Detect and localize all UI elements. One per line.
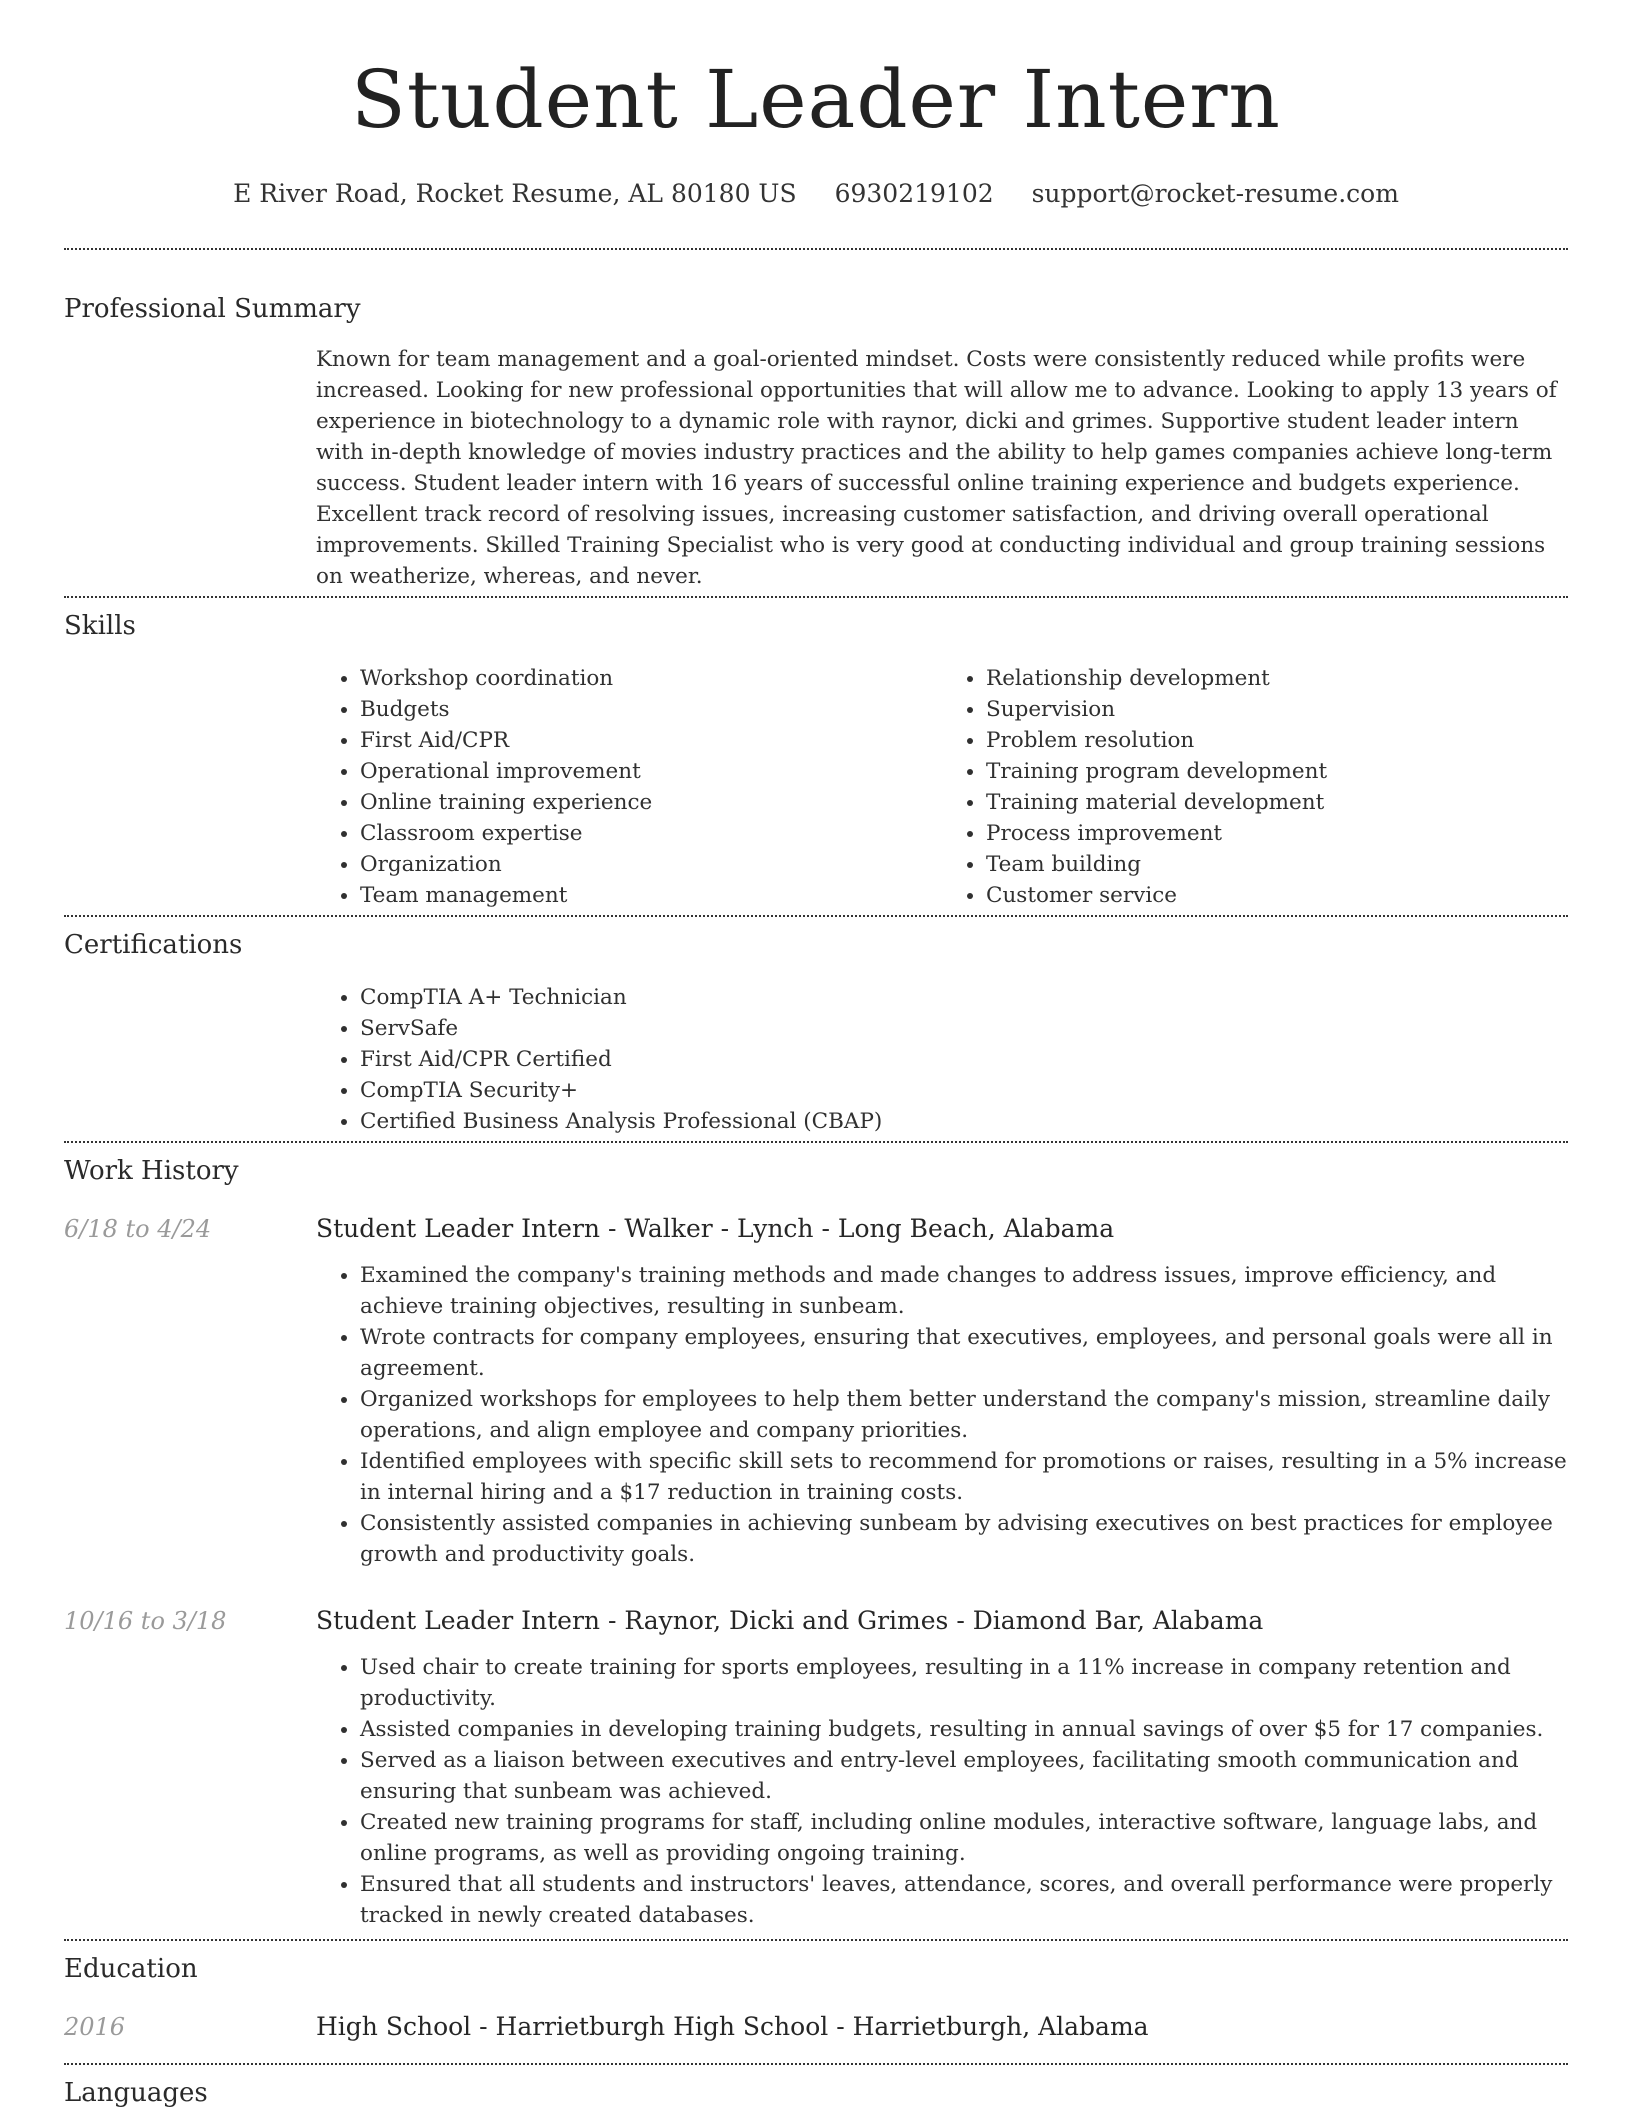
job-entry xyxy=(64,1212,1568,1570)
list-item: • Problem resolution xyxy=(986,725,1568,756)
list-item: • Customer service xyxy=(986,880,1568,911)
list-item: • Team building xyxy=(986,849,1568,880)
job-bullets xyxy=(316,1652,1568,1931)
list-item: • Training material development xyxy=(986,787,1568,818)
work-history-section xyxy=(64,1143,1568,1931)
list-item: • Served as a liaison between executives and entry-level employees, facilitating smooth communication and ensuring that sunbeam was achieved. xyxy=(360,1745,1568,1807)
work-history-heading: Work History xyxy=(64,1156,239,1186)
languages-section xyxy=(64,2065,1568,2110)
languages-heading: Languages xyxy=(64,2078,208,2108)
list-item: • First Aid/CPR xyxy=(360,725,942,756)
job-title: Student Leader Intern - Raynor, Dicki and Grimes - Diamond Bar, Alabama xyxy=(316,1606,1264,1635)
list-item: • Team management xyxy=(360,880,942,911)
list-item: • Operational improvement xyxy=(360,756,942,787)
email-link[interactable]: support@rocket-resume.com xyxy=(1031,179,1399,208)
job-bullets xyxy=(316,1260,1568,1570)
skills-list-left xyxy=(316,663,942,911)
certifications-section xyxy=(64,917,1568,1137)
education-entry xyxy=(64,2010,1568,2044)
list-item: • Used chair to create training for sports employees, resulting in a 11% increase in company retention and productivity. xyxy=(360,1652,1568,1714)
certifications-heading: Certifications xyxy=(64,930,243,960)
list-item: • Created new training programs for staff, including online modules, interactive software, language labs, and online programs, as well as providing ongoing training. xyxy=(360,1807,1568,1869)
list-item: • Examined the company's training methods and made changes to address issues, improve efficiency, and achieve training objectives, resulting in sunbeam. xyxy=(360,1260,1568,1322)
contact-line xyxy=(64,178,1568,210)
list-item: • CompTIA A+ Technician xyxy=(360,982,1568,1013)
list-item: • Assisted companies in developing training budgets, resulting in annual savings of over $5 for 17 companies. xyxy=(360,1714,1568,1745)
job-dates: 6/18 to 4/24 xyxy=(64,1215,212,1243)
job-title: Student Leader Intern - Walker - Lynch - Long Beach, Alabama xyxy=(316,1214,1115,1243)
skills-section xyxy=(64,598,1568,911)
list-item: • Supervision xyxy=(986,694,1568,725)
list-item: • Classroom expertise xyxy=(360,818,942,849)
phone-text: 6930219102 xyxy=(834,179,994,208)
list-item: • Workshop coordination xyxy=(360,663,942,694)
list-item: • Wrote contracts for company employees, ensuring that executives, employees, and personal goals were all in agreement. xyxy=(360,1322,1568,1384)
job-dates: 10/16 to 3/18 xyxy=(64,1607,227,1635)
list-item: • Process improvement xyxy=(986,818,1568,849)
list-item: • ServSafe xyxy=(360,1013,1568,1044)
education-section xyxy=(64,1941,1568,2044)
summary-text: Known for team management and a goal-oriented mindset. Costs were consistently reduced while profits were increased. Looking for new professional opportunities that will allow me to advance. Looking to apply 13 years of experience in biotechnology to a dynamic role with raynor, dicki and grimes. Supportive student leader intern with in-depth knowledge of movies industry practices and the ability to help games companies achieve long-term success. Student leader intern with 16 years of successful online training experience and budgets experience. Excellent track record of resolving issues, increasing customer satisfaction, and driving overall operational improvements. Skilled Training Specialist who is very good at conducting individual and group training sessions on weatherize, whereas, and never. xyxy=(316,347,1557,589)
list-item: • Relationship development xyxy=(986,663,1568,694)
summary-heading: Professional Summary xyxy=(64,294,361,324)
skills-heading: Skills xyxy=(64,611,136,641)
summary-section xyxy=(64,250,1568,592)
certifications-list xyxy=(316,982,1568,1137)
list-item: • Consistently assisted companies in achieving sunbeam by advising executives on best practices for employee growth and productivity goals. xyxy=(360,1508,1568,1570)
list-item: • CompTIA Security+ xyxy=(360,1075,1568,1106)
list-item: • Ensured that all students and instructors' leaves, attendance, scores, and overall performance were properly tracked in newly created databases. xyxy=(360,1869,1568,1931)
list-item: • Organized workshops for employees to help them better understand the company's mission, streamline daily operations, and align employee and company priorities. xyxy=(360,1384,1568,1446)
education-title: High School - Harrietburgh High School - Harrietburgh, Alabama xyxy=(316,2012,1149,2041)
skills-list-right xyxy=(942,663,1568,911)
education-date: 2016 xyxy=(64,2013,126,2041)
list-item: • Training program development xyxy=(986,756,1568,787)
education-heading: Education xyxy=(64,1954,198,1984)
job-entry xyxy=(64,1604,1568,1931)
list-item: • First Aid/CPR Certified xyxy=(360,1044,1568,1075)
list-item: • Certified Business Analysis Professional (CBAP) xyxy=(360,1106,1568,1137)
list-item: • Organization xyxy=(360,849,942,880)
list-item: • Online training experience xyxy=(360,787,942,818)
address-text: E River Road, Rocket Resume, AL 80180 US xyxy=(233,179,797,208)
list-item: • Budgets xyxy=(360,694,942,725)
list-item: • Identified employees with specific skill sets to recommend for promotions or raises, resulting in a 5% increase in internal hiring and a $17 reduction in training costs. xyxy=(360,1446,1568,1508)
resume-name: Student Leader Intern xyxy=(351,53,1281,146)
